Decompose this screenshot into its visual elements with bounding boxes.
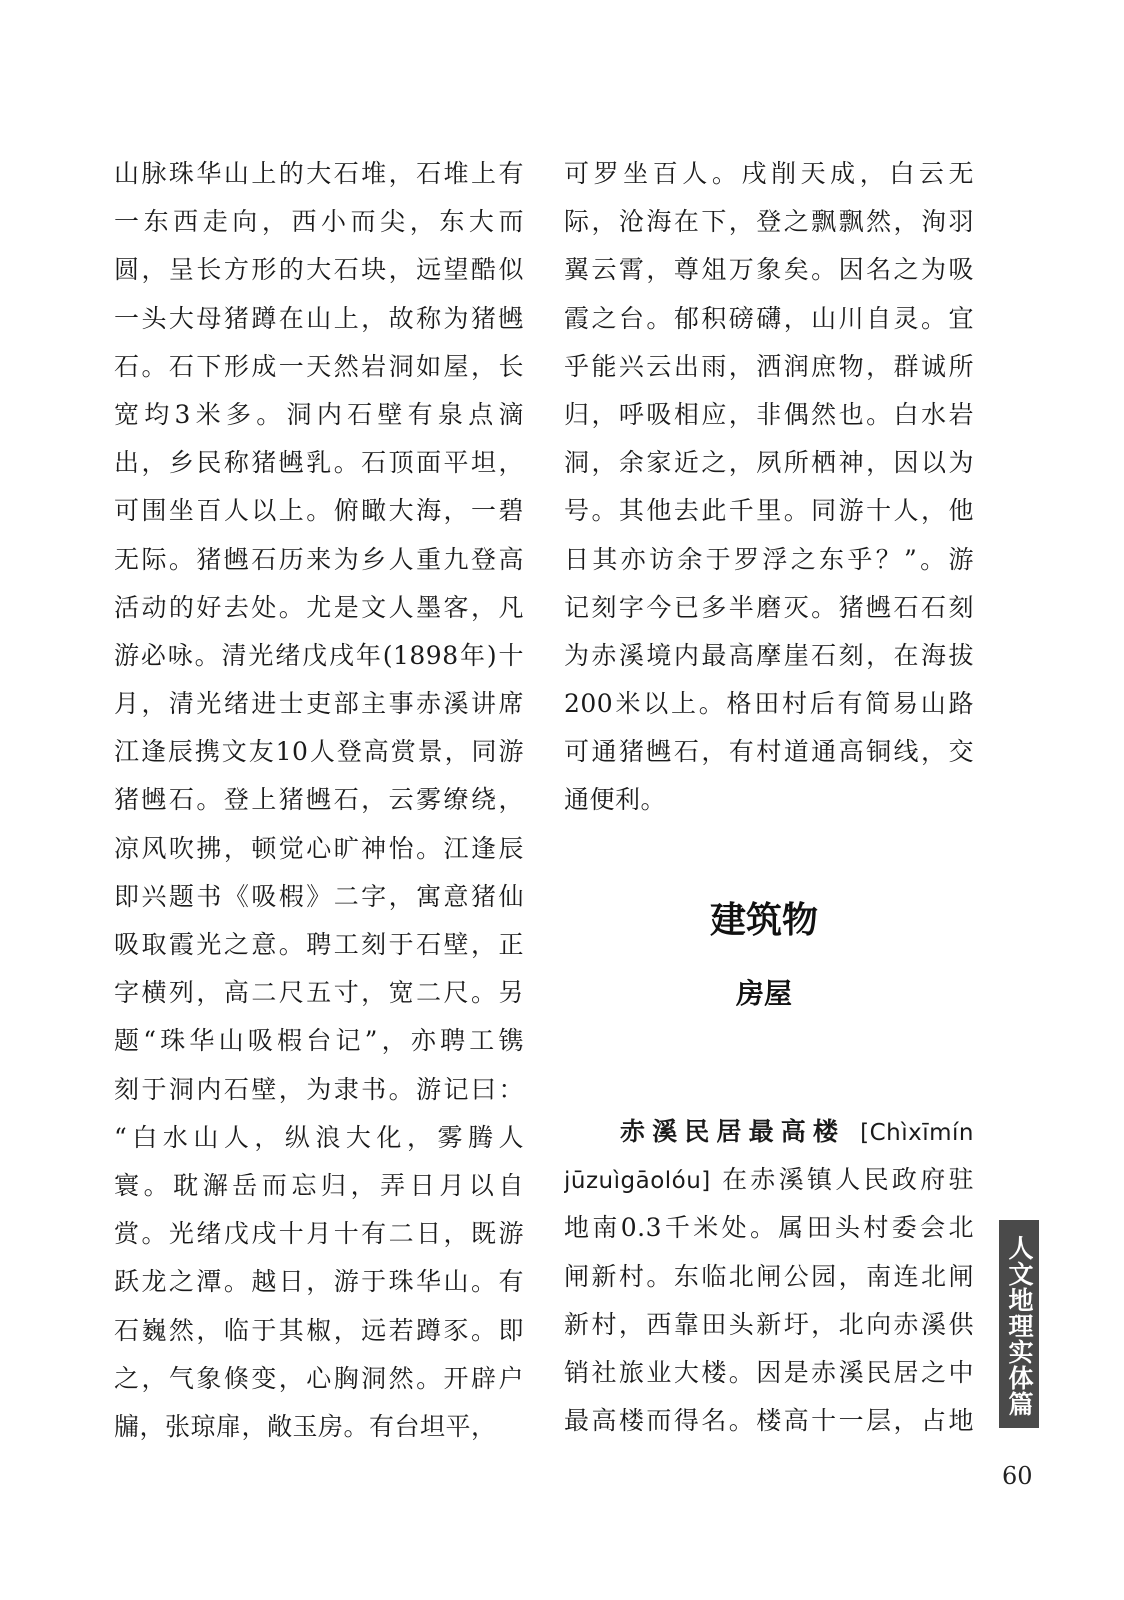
- entry-text-line: 地南0.3千米处。属田头村委会北: [564, 1213, 974, 1243]
- text-line: 可围坐百人以上。俯瞰大海，一碧: [114, 496, 524, 526]
- text-line: 即兴题书《吸椵》二字，寓意猪仙: [114, 881, 524, 911]
- section-side-tab: 人文地理实体篇: [999, 1220, 1039, 1428]
- text-line: 号。其他去此千里。同游十人，他: [564, 496, 974, 526]
- left-text-column: [114, 150, 524, 1451]
- entry-line-2-text: 在赤溪镇人民政府驻: [722, 1165, 974, 1195]
- text-line: 刻于洞内石壁，为隶书。游记曰：: [114, 1074, 524, 1104]
- text-line: 题“珠华山吸椵台记”，亦聘工镌: [114, 1026, 524, 1056]
- text-line: 圆，呈长方形的大石块，远望酷似: [114, 255, 524, 285]
- entry-line-2: [564, 1156, 974, 1204]
- subsection-heading: 房屋: [735, 977, 792, 1010]
- text-line: 月，清光绪进士吏部主事赤溪讲席: [114, 689, 524, 719]
- entry-pinyin-1: [Chìxīmín: [860, 1120, 974, 1146]
- text-line: 无际。猪乸石历来为乡人重九登高: [114, 544, 524, 574]
- entry-pinyin-2: jūzuìgāolóu]: [564, 1168, 711, 1195]
- text-line: 200米以上。格田村后有简易山路: [564, 689, 974, 719]
- text-line: 可罗坐百人。戌削天成，白云无: [564, 159, 974, 188]
- entry-title: 赤溪民居最高楼: [620, 1117, 846, 1146]
- text-line: 游必咏。清光绪戊戌年(1898年)十: [114, 640, 524, 670]
- text-line: “白水山人，纵浪大化，雾腾人: [114, 1122, 524, 1152]
- text-line: 出，乡民称猪乸乳。石顶面平坦，: [114, 448, 524, 478]
- text-line: 宽均3米多。洞内石壁有泉点滴: [114, 399, 524, 429]
- text-line: 凉风吹拂，顿觉心旷神怡。江逢辰: [114, 833, 524, 863]
- text-line: 字横列，高二尺五寸，宽二尺。另: [114, 978, 524, 1008]
- entry-text-line: 最高楼而得名。楼高十一层，占地: [564, 1406, 974, 1436]
- entry-text-line: 销社旅业大楼。因是赤溪民居之中: [564, 1357, 974, 1387]
- text-line: 记刻字今已多半磨灭。猪乸石石刻: [564, 592, 974, 622]
- text-line: 牖，张琼扉，敞玉房。有台坦平，: [114, 1411, 497, 1441]
- text-line: 猪乸石。登上猪乸石，云雾缭绕，: [114, 785, 524, 815]
- text-line: 跃龙之潭。越日，游于珠华山。有: [114, 1267, 524, 1297]
- text-line: 日其亦访余于罗浮之东乎？”。游: [564, 544, 974, 574]
- text-line: 石。石下形成一天然岩洞如屋，长: [114, 351, 524, 381]
- text-line: 霞之台。郁积磅礴，山川自灵。宜: [564, 303, 974, 333]
- right-text-column: [564, 150, 974, 825]
- text-line: 翼云霄，尊俎万象矣。因名之为吸: [564, 255, 974, 285]
- text-line: 洞，余家近之，夙所栖神，因以为: [564, 448, 974, 478]
- text-line: 通便利。: [564, 785, 667, 815]
- entry-title-line: [564, 1108, 974, 1156]
- text-line: 石巍然，临于其椒，远若蹲豕。即: [114, 1315, 524, 1345]
- entry-block: [564, 1108, 974, 1445]
- page-number: 60: [1002, 1462, 1033, 1490]
- text-line: 一东西走向，西小而尖，东大而: [114, 207, 524, 237]
- entry-lines: [564, 1204, 974, 1445]
- text-line: 江逢辰携文友10人登高赏景，同游: [114, 737, 524, 767]
- text-line: 乎能兴云出雨，洒润庶物，群诚所: [564, 351, 974, 381]
- entry-text-line: 闸新村。东临北闸公园，南连北闸: [564, 1261, 974, 1291]
- text-line: 一头大母猪蹲在山上，故称为猪乸: [114, 303, 524, 333]
- text-line: 活动的好去处。尤是文人墨客，凡: [114, 592, 524, 622]
- text-line: 际，沧海在下，登之飘飘然，洵羽: [564, 207, 974, 237]
- text-line: 吸取霞光之意。聘工刻于石壁，正: [114, 930, 524, 959]
- text-line: 山脉珠华山上的大石堆，石堆上有: [114, 159, 524, 188]
- text-line: 之，气象倏变，心胸洞然。开辟户: [114, 1363, 524, 1393]
- entry-text-line: 新村，西靠田头新圩，北向赤溪供: [564, 1309, 974, 1339]
- text-line: 可通猪乸石，有村道通高铜线，交: [564, 737, 974, 767]
- text-line: 为赤溪境内最高摩崖石刻，在海拔: [564, 640, 974, 670]
- section-heading: 建筑物: [709, 900, 818, 941]
- text-line: 归，呼吸相应，非偶然也。白水岩: [564, 399, 974, 429]
- text-line: 寰。耽澥岳而忘归，弄日月以自: [114, 1170, 524, 1200]
- text-line: 赏。光绪戊戌十月十有二日，既游: [114, 1219, 524, 1249]
